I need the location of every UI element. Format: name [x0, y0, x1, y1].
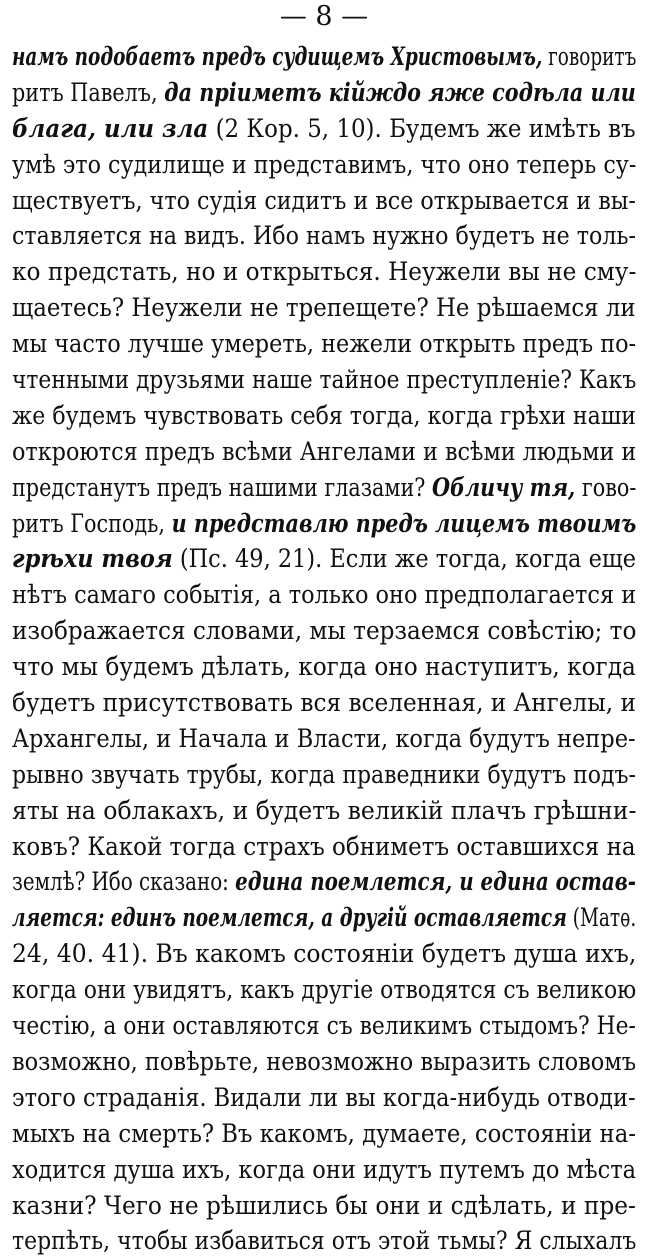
text-segment: ко предстать, но и открыться. Неужели вы не сму- [12, 257, 636, 288]
text-segment: 24, 40. 41). Въ какомъ состояніи будетъ душа ихъ, [12, 939, 636, 970]
text-segment: яты на облакахъ, и будетъ великій плачъ грѣшни- [12, 795, 636, 826]
text-line [12, 327, 636, 363]
text-segment: гово- [575, 472, 636, 503]
text-line [12, 184, 636, 220]
text-line [12, 1224, 636, 1260]
text-line [12, 722, 636, 758]
text-segment: этого страданія. Видали ли вы когда-нибудь отводи- [12, 1082, 636, 1113]
text-line [12, 578, 636, 614]
text-line [12, 650, 636, 686]
text-line [12, 794, 636, 830]
text-line [12, 255, 636, 291]
text-segment: ковъ? Какой тогда страхъ обниметъ оставшихся на [12, 831, 636, 862]
text-line [12, 973, 636, 1009]
quotation-segment: и представлю предъ лицемъ твоимъ [171, 508, 636, 539]
text-segment: что мы будемъ дѣлать, когда оно наступитъ, когда [12, 652, 636, 683]
quotation-segment: ляется: единъ поемлется, а другій оставляется [12, 903, 567, 934]
text-line [12, 363, 636, 399]
text-line [12, 76, 636, 112]
text-segment: откроются предъ всѣми Ангелами и всѣми людьми и [12, 436, 636, 467]
text-segment: честію, а они оставляются съ великимъ стыдомъ? Не- [12, 1011, 636, 1042]
quotation-segment: едина поемлется, и едина остав- [235, 867, 636, 898]
text-line [12, 40, 636, 76]
text-segment: предстанутъ предъ нашими глазами? [12, 472, 432, 503]
text-line [12, 1081, 636, 1117]
text-segment: терпѣть, чтобы избавиться отъ этой тьмы? Я слыхалъ [12, 1226, 636, 1257]
page-number: — 8 — [279, 1, 369, 32]
text-line [12, 291, 636, 327]
text-segment: изображается словами, мы терзаемся совѣстію; то [12, 616, 636, 647]
text-segment: казни? Чего не рѣшились бы они и сдѣлать, и пре- [12, 1190, 636, 1221]
text-segment: (2 Кор. 5, 10). Будемъ же имѣть въ [208, 113, 636, 144]
text-line [12, 219, 636, 255]
text-segment: когда они увидятъ, какъ другіе отводятся съ великою [12, 975, 636, 1006]
text-line [12, 1189, 636, 1225]
text-segment: мы часто лучше умереть, нежели открыть предъ по- [12, 329, 636, 360]
text-segment: землѣ? Ибо сказано: [12, 867, 236, 898]
text-line [12, 399, 636, 435]
text-segment: возможно, повѣрьте, невозможно выразить словомъ [12, 1046, 636, 1077]
text-line [12, 435, 636, 471]
text-line [12, 1009, 636, 1045]
text-segment: ставляется на видъ. Ибо намъ нужно будетъ не толь- [12, 221, 636, 252]
text-segment: ществуетъ, что судія сидитъ и все открывается и вы- [12, 185, 636, 216]
text-line [12, 1045, 636, 1081]
text-segment: же будемъ чувствовать себя тогда, когда грѣхи наши [12, 400, 636, 431]
text-segment: Архангелы, и Начала и Власти, когда будутъ непре- [12, 723, 636, 754]
text-segment: ритъ Павелъ, [12, 77, 165, 108]
text-line [12, 830, 636, 866]
quotation-segment: намъ подобаетъ предъ судищемъ Христовымъ, [12, 42, 543, 72]
text-segment: щаетесь? Неужели не трепещете? Не рѣшаемся ли [12, 293, 636, 324]
text-line [12, 686, 636, 722]
quotation-segment: грѣхи твоя [12, 544, 173, 575]
text-segment: мыхъ на смерть? Въ какомъ, думаете, состояніи на- [12, 1118, 636, 1149]
text-line [12, 1153, 636, 1189]
text-line [12, 901, 636, 937]
text-line [12, 937, 636, 973]
text-segment: рывно звучать трубы, когда праведники будутъ подъ- [12, 759, 636, 790]
text-line [12, 148, 636, 184]
text-segment: ходится душа ихъ, когда они идутъ путемъ до мѣста [12, 1154, 636, 1185]
text-segment: говоритъ [542, 42, 636, 72]
text-line [12, 112, 636, 148]
quotation-segment: блага, или зла [12, 113, 209, 144]
body-text [12, 40, 636, 1260]
quotation-segment: да пріиметъ кійждо яже содѣла или [164, 77, 636, 108]
text-line [12, 507, 636, 543]
text-line [12, 614, 636, 650]
text-segment: умѣ это судилище и представимъ, что оно теперь су- [12, 149, 636, 180]
text-segment: нѣтъ самаго событія, а только оно предполагается и [12, 580, 636, 611]
text-segment: (Пс. 49, 21). Если же тогда, когда еще [172, 544, 636, 575]
text-segment: ритъ Господь, [12, 508, 172, 539]
text-line [12, 758, 636, 794]
text-line [12, 1117, 636, 1153]
text-line [12, 542, 636, 578]
text-line [12, 471, 636, 507]
text-segment: (Матѳ. [566, 903, 636, 934]
text-line [12, 865, 636, 901]
text-segment: будетъ присутствовать вся вселенная, и Ангелы, и [12, 688, 636, 719]
text-segment: чтенными друзьями наше тайное преступленіе? Какъ [12, 365, 636, 396]
quotation-segment: Обличу тя, [431, 472, 576, 503]
